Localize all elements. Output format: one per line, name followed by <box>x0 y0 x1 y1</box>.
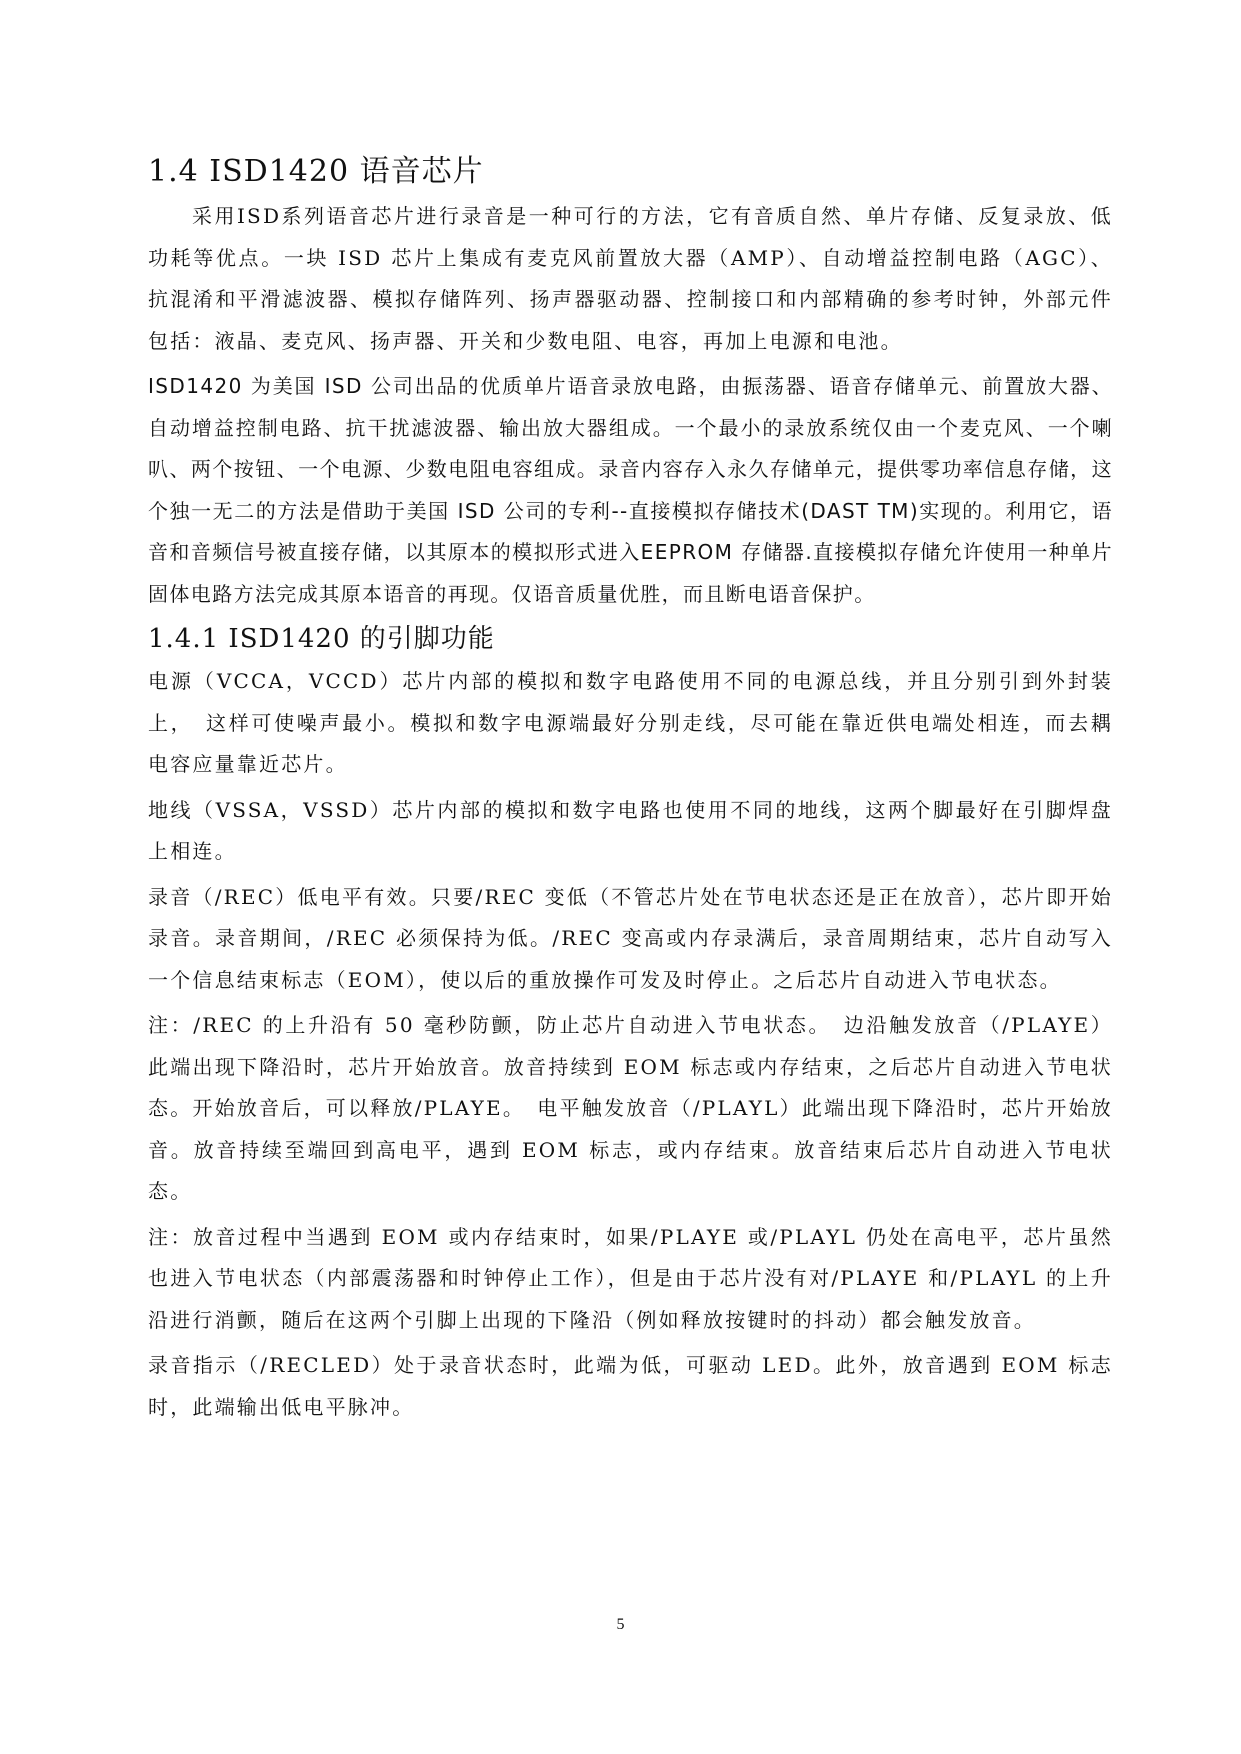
paragraph-power: 电源（VCCA，VCCD）芯片内部的模拟和数字电路使用不同的电源总线，并且分别引到外封装上， 这样可使噪声最小。模拟和数字电源端最好分别走线，尽可能在靠近供电端处相连，而去耦电容应量靠近芯片。 <box>148 669 1113 776</box>
subsection-title: 1.4.1 ISD1420 的引脚功能 <box>148 624 495 654</box>
paragraph-note-playback: 注：/REC 的上升沿有 50 毫秒防颤，防止芯片自动进入节电状态。 边沿触发放音（/PLAYE）此端出现下降沿时，芯片开始放音。放音持续到 EOM 标志或内存结束，之后芯片自动进入节电状态。开始放音后，可以释放/PLAYE。 电平触发放音（/PLAYL）此端出现下降沿时，芯片开始放音。放音持续至端回到高电平，遇到 EOM 标志，或内存结束。放音结束后芯片自动进入节电状态。 <box>148 1013 1113 1203</box>
paragraph-intro: 采用ISD系列语音芯片进行录音是一种可行的方法，它有音质自然、单片存储、反复录放、低功耗等优点。一块 ISD 芯片上集成有麦克风前置放大器（AMP）、自动增益控制电路（AGC）、抗混淆和平滑滤波器、模拟存储阵列、扬声器驱动器、控制接口和内部精确的参考时钟，外部元件包括：液晶、麦克风、扬声器、开关和少数电阻、电容，再加上电源和电池。 <box>148 204 1113 353</box>
paragraph-record: 录音（/REC）低电平有效。只要/REC 变低（不管芯片处在节电状态还是正在放音），芯片即开始录音。录音期间，/REC 必须保持为低。/REC 变高或内存录满后，录音周期结束，芯片自动写入一个信息结束标志（EOM），使以后的重放操作可发及时停止。之后芯片自动进入节电状态。 <box>148 884 1113 992</box>
section-title: 1.4 ISD1420 语音芯片 <box>148 154 484 189</box>
page-content <box>148 150 1113 1432</box>
paragraph-isd1420-overview: ISD1420 为美国 ISD 公司出品的优质单片语音录放电路，由振荡器、语音存储单元、前置放大器、自动增益控制电路、抗干扰滤波器、输出放大器组成。一个最小的录放系统仅由一个麦克风、一个喇叭、两个按钮、一个电源、少数电阻电容组成。录音内容存入永久存储单元，提供零功率信息存储，这个独一无二的方法是借助于美国 ISD 公司的专利--直接模拟存储技术(DAST TM)实现的。利用它，语音和音频信号被直接存储，以其原本的模拟形式进入EEPROM 存储器.直接模拟存储允许使用一种单片固体电路方法完成其原本语音的再现。仅语音质量优胜，而且断电语音保护。 <box>148 374 1113 606</box>
paragraph-note-eom: 注：放音过程中当遇到 EOM 或内存结束时，如果/PLAYE 或/PLAYL 仍处在高电平，芯片虽然也进入节电状态（内部震荡器和时钟停止工作），但是由于芯片没有对/PLAYE 和/PLAYL 的上升沿进行消颤，随后在这两个引脚上出现的下隆沿（例如释放按键时的抖动）都会触发放音。 <box>148 1224 1113 1332</box>
paragraph-ground: 地线（VSSA，VSSD）芯片内部的模拟和数字电路也使用不同的地线，这两个脚最好在引脚焊盘上相连。 <box>148 797 1113 863</box>
page-number: 5 <box>616 1616 625 1633</box>
paragraph-recled: 录音指示（/RECLED）处于录音状态时，此端为低，可驱动 LED。此外，放音遇到 EOM 标志时，此端输出低电平脉冲。 <box>148 1353 1113 1419</box>
